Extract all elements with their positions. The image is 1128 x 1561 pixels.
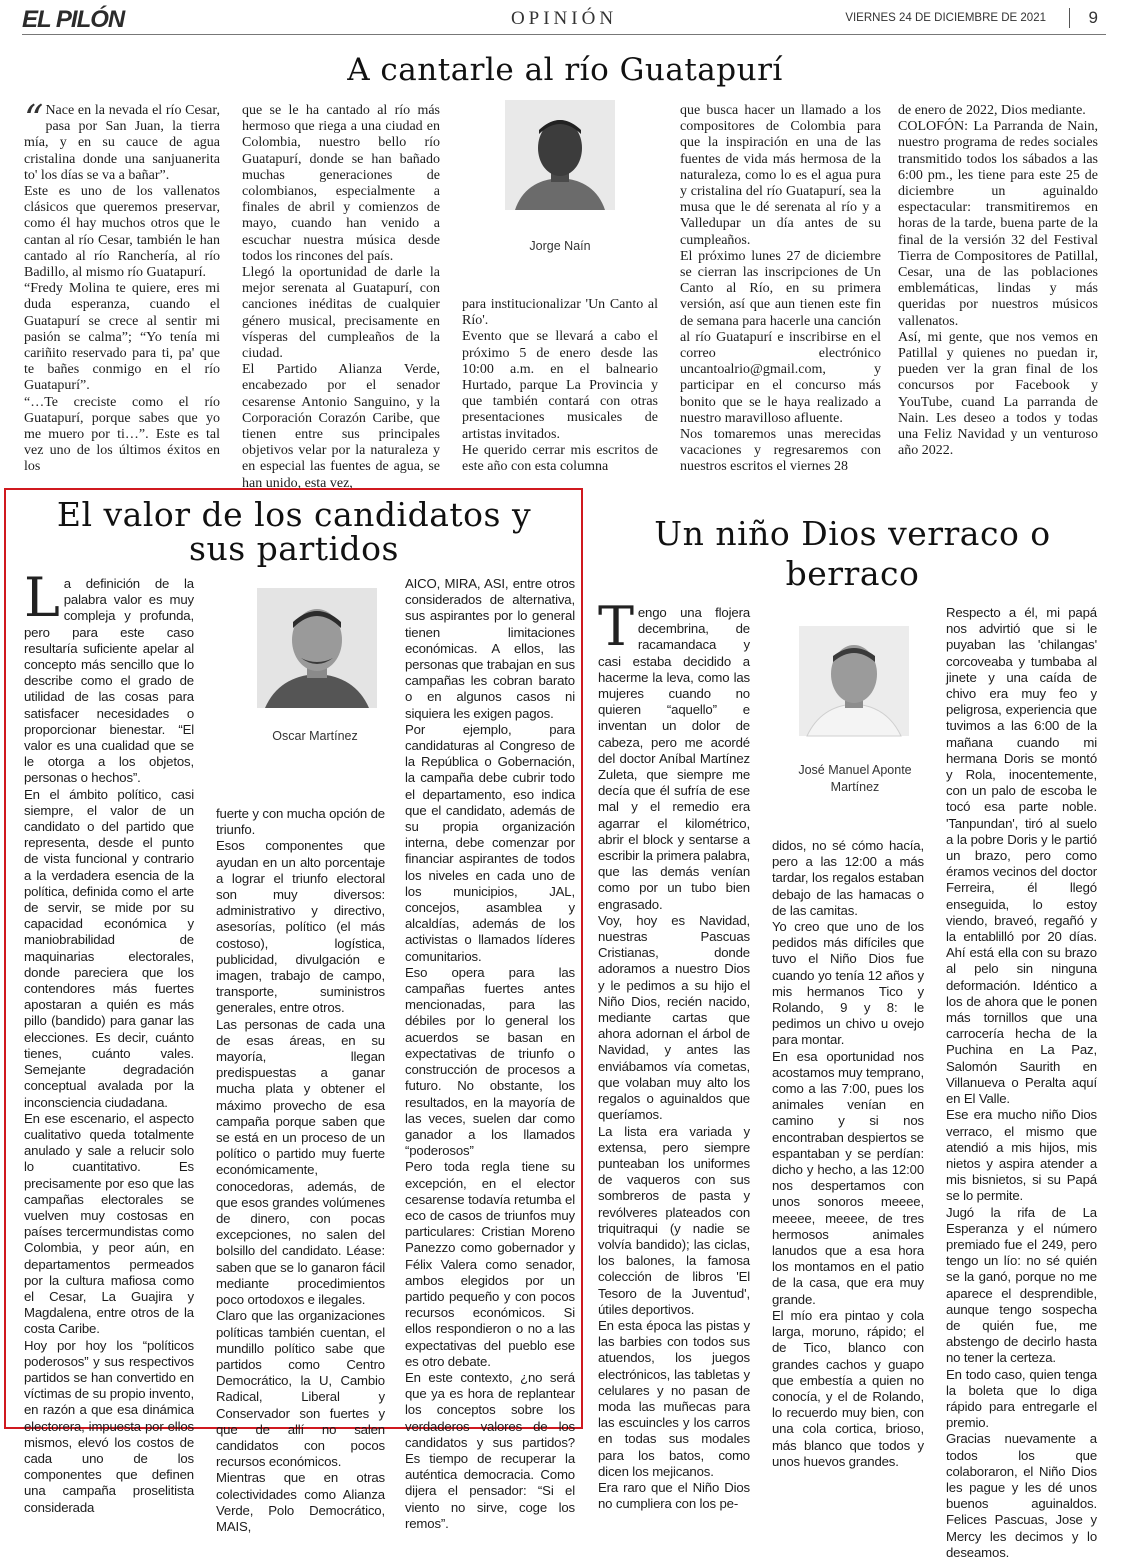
section-title: OPINIÓN bbox=[510, 8, 618, 29]
article2-column-1 bbox=[24, 566, 194, 1516]
paragraph: En todo caso, quien tenga la boleta que lo diga rápido para entregarle el premio. bbox=[946, 1366, 1097, 1431]
paragraph: Nos tomaremos unas merecidas vacaciones y regresaremos con nuestros escritos el viernes 28 bbox=[680, 427, 881, 475]
paragraph: Llegó la oportunidad de darle la mejor serenata al Guatapurí, con canciones inéditas de cualquier género musical, precisamente en vísperas del cumpleaños de la ciudad. bbox=[242, 265, 440, 362]
paragraph: Hoy por hoy los “políticos poderosos” y sus respectivos partidos se han convertido en víctimas de su propio invento, en razón a que esa dinámica electorera, impuesta por ellos mismos, elevó los costos de cada uno de los componentes que definen una campaña proselitista considerada bbox=[24, 1337, 194, 1515]
paragraph: Nace en la nevada el río Cesar, pasa por San Juan, la tierra mía, y en su cauce de agua cristalina donde una sanjuanerita to' los días se va a bañar”. bbox=[24, 103, 220, 183]
paragraph: He querido cerrar mis escritos de este año con esta columna bbox=[462, 442, 658, 475]
paragraph: para institucionalizar 'Un Canto al Río'. bbox=[462, 297, 658, 329]
headline-line: sus partidos bbox=[189, 529, 399, 568]
article1-column-5 bbox=[898, 103, 1098, 459]
paragraph: Esos componentes que ayudan en un alto porcentaje a lograr el triunfo electoral son muy diversos: administrativo y directivo, asesorías, político (el más costoso), logística, publicidad, divulgación e imagen, trabajo de campo, transporte, suministros generales, entre otros. bbox=[216, 838, 385, 1016]
author-name bbox=[770, 762, 940, 796]
paragraph: a definición de la palabra valor es muy compleja y profunda, pero para este caso resultaría suficiente apelar al concepto más sencillo que lo describe como el grado de utilidad de las cosas para satisfacer necesidades o proporcionar bienestar. “El valor es una cualidad que se le otorga a los objetos, personas o hechos”. bbox=[24, 576, 194, 786]
paragraph: En ese escenario, el aspecto cualitativo queda totalmente anulado y sale a relucir solo lo cuantitativo. Es precisamente por eso que las campañas electorales se vuelven muy costosas en países tercermundistas como Colombia, y peor aún, en departamentos permeados por la cultura mafiosa como el Cesar, La Guajira y Magdalena, entre otros de la costa Caribe. bbox=[24, 1110, 194, 1337]
author-name: Oscar Martínez bbox=[272, 729, 358, 743]
headline-line: El valor de los candidatos y bbox=[56, 495, 532, 534]
man-portrait-icon bbox=[799, 626, 909, 736]
masthead bbox=[0, 0, 1128, 36]
article1-column-1 bbox=[24, 97, 220, 476]
author-photo bbox=[505, 100, 615, 210]
paragraph: Jugó la rifa de La Esperanza y el número premiado fue el 249, pero tengo un lío: no sé quién se la ganó, porque no me aparece el desprendible, aunque tengo sospecha de quién fue, me abstengo de decirlo hasta no tener la certeza. bbox=[946, 1204, 1097, 1366]
author-photo bbox=[257, 588, 377, 708]
paragraph: Las personas de cada una de esas áreas, en su mayoría, llegan predispuestas a ganar mucha plata y obtener el máximo provecho de esa campaña porque saben que se está en un proceso de un político o partido muy fuerte económicamente, conocedoras, además, de que esos grandes volúmenes de dinero, con pocas excepciones, no salen del bolsillo del candidato. Léase: saben que se lo ganaron fácil mediante procedimientos poco ortodoxos e ilegales. bbox=[216, 1016, 385, 1308]
separator bbox=[1069, 8, 1070, 28]
article1-column-4 bbox=[680, 103, 881, 476]
drop-cap: L bbox=[24, 566, 60, 629]
paragraph: En esta época las pistas y las barbies con todos sus atuendos, los juegos electrónicos, las tabletas y celulares y no pasan de moda las muñecas para las escuincles y los carros en todas sus modales para los batos, como dicen los mejicanos. bbox=[598, 1317, 750, 1479]
paragraph: Eso opera para las campañas fuertes antes mencionadas, para las débiles por lo general los acuerdos se basan en expectativas de triunfo o construcción de procesos a futuro. No obstante, los resultados, en la mayoría de las veces, suelen dar como ganador a los llamados “poderosos” bbox=[405, 964, 575, 1159]
article1-column-3 bbox=[462, 297, 658, 475]
opening-quote: “ bbox=[24, 97, 44, 141]
paragraph: Respecto a él, mi papá nos advirtió que si le puyaban las 'chilangas' corcoveaba y tumbaba al jinete y una caída de chivo era muy feo y peligrosa, experiencia que tuvimos a las 6:00 de la mañana cuando mi hermana Doris se montó y Rola, inocentemente, con un palo de escoba le tocó esa parte noble. 'Tanpundan', tiró al suelo a la pobre Doris y le partió un brazo, pero como éramos vecinos del doctor Ferreira, él llegó enseguida, lo estoy viendo, braveó, regañó y la entablilló por 20 días. Ahí está ella con su brazo al pelo sin ninguna deformación. Idéntico a los de ahora que le ponen más tornillos que una carrocería hecha de la Puchina en La Paz, Salomón Saurith en Villanueva o Peralta aquí en El Valle. bbox=[946, 605, 1097, 1107]
paragraph: que busca hacer un llamado a los compositores de Colombia para que la inspiración en una de las fuentes de vida más hermosa de la naturaleza, como lo es el agua pura y cristalina del río Guatapurí, sea la musa que le dé serenata al río y a Valledupar un día antes de su cumpleaños. bbox=[680, 103, 881, 248]
article1-headline: A cantarle al río Guatapurí bbox=[347, 52, 783, 88]
headline-line: Un niño Dios verraco o bbox=[654, 514, 1051, 553]
article3-column-3 bbox=[946, 605, 1097, 1561]
paragraph: En esa oportunidad nos acostamos muy temprano, como a las 7:00, pues los animales venían en camino y si nos encontraban despiertos se espantaban y se perdían: dicho y hecho, a las 12:00 nos despertamos con unos sonoros meeee, meeee, meeee, de tres hermosos animales lanudos que a esa hora los montamos en el patio de la casa, que era muy grande. bbox=[772, 1048, 924, 1307]
paragraph: Por ejemplo, para candidaturas al Congreso de la República o Gobernación, la campaña debe cubrir todo el departamento, eso indica que el candidato, además de su propia organización interna, debe comenzar por financiar aspirantes de todos los niveles en cada uno de los municipios, JAL, concejos, asamblea y alcaldías, además de los activistas o llamados líderes comunitarios. bbox=[405, 721, 575, 964]
paragraph: En este contexto, ¿no será que ya es hora de replantear los conceptos sobre los verdaderos valores de los candidatos y sus partidos? Es tiempo de recuperar la auténtica democracia. Como dijera el pensador: “Si el viento no sirve, coge los remos”. bbox=[405, 1369, 575, 1531]
paragraph: El próximo lunes 27 de diciembre se cierran las inscripciones de Un Canto al Río, en su primera versión, así que aun tienen este fin de semana para hacerle una canción al río Guatapurí e inscribirse en el correo electrónico uncantoalrio@gmail.com, y participar en el concurso más bonito que se le haya realizado a nuestro maravilloso afluente. bbox=[680, 248, 881, 426]
article2-headline bbox=[20, 495, 568, 568]
article3-column-1 bbox=[598, 595, 750, 1512]
drop-cap: T bbox=[598, 595, 634, 658]
paragraph: Yo creo que uno de los pedidos más difíciles que tuvo el Niño Dios fue cuando yo tenía 12 años y mis hermanos Tico y Rolando, 9 y 8: le pedimos un chivo u ovejo para montar. bbox=[772, 919, 924, 1048]
man-portrait-icon bbox=[257, 588, 377, 708]
paragraph: didos, no sé cómo hacía, pero a las 12:00 a más tardar, los regalos estaban debajo de las hamacas o de las camitas. bbox=[772, 838, 924, 918]
newspaper-logo: EL PILÓN bbox=[22, 6, 125, 33]
paragraph: Ese era mucho niño Dios verraco, el mismo que atendió a mis hijos, mis nietos y aspira atender a mis bisnietos, si su Papá se lo permite. bbox=[946, 1107, 1097, 1204]
masthead-rule bbox=[22, 34, 1106, 35]
paragraph: Así, mi gente, que nos vemos en Patillal y quienes no puedan ir, pueden ver la gran final de los concursos por Facebook y YouTube, cuand La parranda de Nain. Les deseo a todos y todas una Feliz Navidad y un venturoso año 2022. bbox=[898, 329, 1098, 459]
paragraph: El mío era pintao y cola larga, moruno, rápido; el de Tico, blanco con grandes cachos y guapo que embestía a quien no conocía, y el de Rolando, lo recuerdo muy bien, con una cola cortica, brioso, más blanco que todos y unos huevos grandes. bbox=[772, 1307, 924, 1469]
paragraph: En el ámbito político, casi siempre, el valor de un candidato o del partido que representa, desde el punto de vista funcional y contrario a la verdadera esencia de la política, definida como el arte de servir, se mide por su capacidad económica y maniobrabilidad de maquinarias electorales, donde pareciera que los contendores más fuertes apostaran a quién es más pillo (bandido) para ganar las elecciones. Es decir, cuánto tienes, cuánto vales. Semejante degradación conceptual avalada por la inconsciencia ciudadana. bbox=[24, 786, 194, 1110]
paragraph: Era raro que el Niño Dios no cumpliera con los pe- bbox=[598, 1479, 750, 1512]
paragraph: Voy, hoy es Navidad, nuestras Pascuas Cristianas, donde adoramos a nuestro Dios y le pedimos a su hijo el Niño Dios, recién nacido, mediante cartas que ahora adornan el árbol de Navidad, y antes las enviábamos vía cometas, que volaban muy alto los regalos o aguinaldos que queríamos. bbox=[598, 912, 750, 1123]
author-photo bbox=[799, 626, 909, 736]
paragraph: Claro que las organizaciones políticas también cuentan, el mundillo político sabe que partidos como Centro Democrático, la U, Cambio Radical, Liberal y Conservador son fuertes y que de allí no salen candidatos con pocos recursos económicos. bbox=[216, 1308, 385, 1470]
paragraph: El Partido Alianza Verde, encabezado por el senador cesarense Antonio Sanguino, y la Corporación Corazón Caribe, que tienen entre sus principales objetivos velar por la naturaleza y en especial las fuentes de agua, se han unido, esta vez, bbox=[242, 362, 440, 491]
article3-column-2 bbox=[772, 838, 924, 1470]
issue-date: VIERNES 24 DE DICIEMBRE DE 2021 bbox=[845, 12, 1046, 24]
paragraph: “Fredy Molina te quiere, eres mi duda esperanza, cuando el Guatapurí se crece al sentir mi pasión se calma”; “Yo tenía mi cariñito reservado para ti, pa' que te bañes conmigo en el río Guatapurí”. bbox=[24, 281, 220, 394]
paragraph: Este es uno de los vallenatos clásicos que queremos preservar, como él hay muchos otros que le cantan al río Cesar, también le han cantado al río Ranchería, al río Badillo, al mismo río Guatapurí. bbox=[24, 184, 220, 281]
headline-line: berraco bbox=[785, 554, 920, 593]
author-name: Jorge Naín bbox=[529, 239, 591, 253]
paragraph: AICO, MIRA, ASI, entre otros considerados de alternativa, sus aspirantes por lo general tienen limitaciones económicas. A ellos, las personas que trabajan en sus campañas les cobran barato o en algunos casos ni siquiera les exigen pagos. bbox=[405, 576, 575, 721]
paragraph: Mientras que en otras colectividades como Alianza Verde, Polo Democrático, MAIS, bbox=[216, 1470, 385, 1534]
man-portrait-icon bbox=[505, 100, 615, 210]
author-name-line: Martínez bbox=[830, 780, 880, 794]
paragraph: fuerte y con mucha opción de triunfo. bbox=[216, 806, 385, 838]
article2-column-3 bbox=[405, 576, 575, 1532]
article3-headline bbox=[600, 514, 1105, 594]
author-name-line: José Manuel Aponte bbox=[798, 763, 912, 777]
page-number: 9 bbox=[1088, 8, 1098, 27]
article1-column-2 bbox=[242, 103, 440, 492]
paragraph: que se le ha cantado al río más hermoso que riega a una ciudad en Colombia, nuestro bello río Guatapurí, donde se han bañado muchas generaciones de colombianos, especialmente a finales de abril y comienzos de mayo, cuando han venido a escuchar nuestra música desde todos los rincones del país. bbox=[242, 103, 440, 264]
paragraph: Evento que se llevará a cabo el próximo 5 de enero desde las 10:00 a.m. en el balneario Hurtado, parque La Provincia y que también contará con otras presentaciones musicales de artistas invitados. bbox=[462, 329, 658, 442]
paragraph: engo una flojera decembrina, de racamandaca y casi estaba decidido a hacerme la leva, como las mujeres cuando no quieren “aquello” e inventan un dolor de cabeza, pero me acordé del doctor Aníbal Martínez Zuleta, que siempre me decía que él sufría de ese mal y el remedio era agarrar el kilométrico, abrir el block y sentarse a escribir la primera palabra, que las demás venían como por un tubo bien engrasado. bbox=[598, 605, 750, 912]
paragraph: “…Te creciste como el río Guatapurí, porque sabes que yo me muero por ti…”. Este es tal vez uno de los últimos éxitos en los bbox=[24, 394, 220, 475]
paragraph: Gracias nuevamente a todos los que colaboraron, el Niño Dios les pague y les dé unos buenos aguinaldos. Felices Pascuas, Jose y Mercy les decimos y lo deseamos. bbox=[946, 1431, 1097, 1560]
paragraph: de enero de 2022, Dios mediante. bbox=[898, 103, 1086, 118]
article2-column-2 bbox=[216, 806, 385, 1535]
paragraph: Pero toda regla tiene su excepción, en el elector cesarense todavía retumba el eco de casos de triunfos muy particulares: Cristian Moreno Panezzo como gobernador y Félix Valera como senador, ambos elegidos por un partido pequeño y con pocos recursos económicos. Si ellos respondieron o no a las expectativas del pueblo ese es otro debate. bbox=[405, 1159, 575, 1369]
paragraph: COLOFÓN: La Parranda de Nain, nuestro programa de redes sociales transmitido todos los sábados a las 6:00 pm., les tiene para este 25 de diciembre un aguinaldo espectacular: transmitiremos en horas de la tarde, buena parte de la final de la versión 32 del Festival Tierra de Compositores de Patillal, Cesar, una de las poblaciones emblemáticas, lindas y más queridas por nuestros músicos vallenatos. bbox=[898, 119, 1098, 329]
paragraph: La lista era variada y extensa, pero siempre punteaban los uniformes de vaqueros con sus sombreros de pasta y revólveres plateados con triquitraqui (y nadie se volvía bandido); las ciclas, los balones, la famosa colección de libros 'El Tesoro de la Juventud', útiles deportivos. bbox=[598, 1123, 750, 1317]
